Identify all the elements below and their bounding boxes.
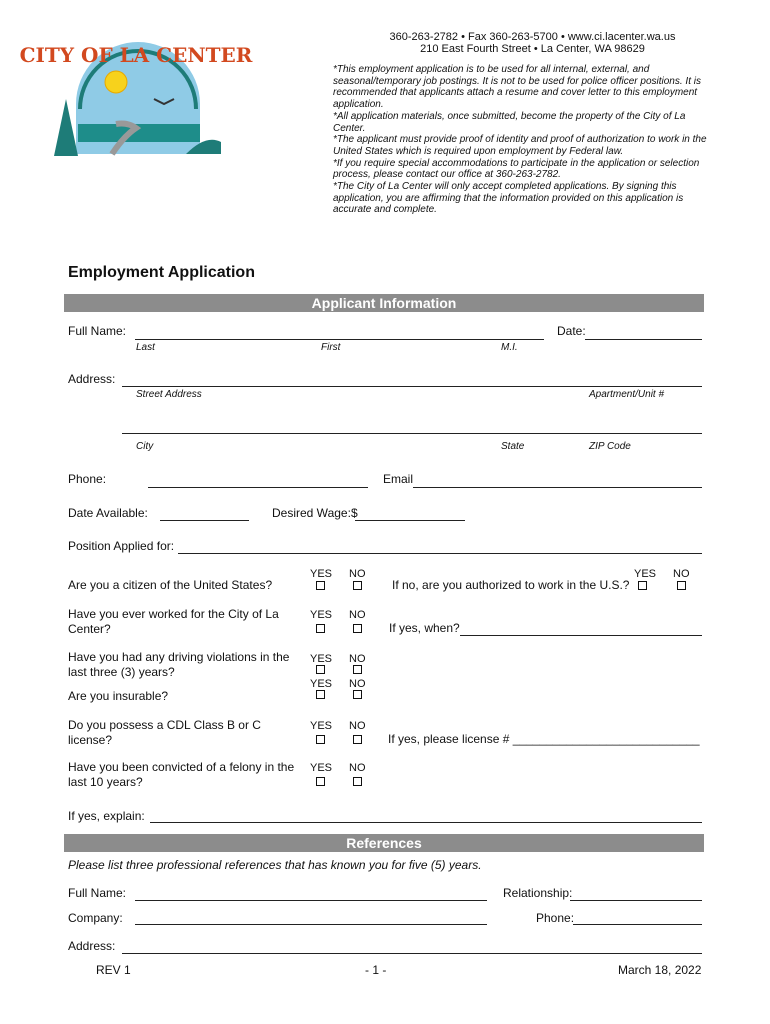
worked-yes-checkbox[interactable] — [316, 624, 325, 633]
street-address-field[interactable] — [122, 386, 702, 387]
email-label: Email — [383, 472, 414, 486]
no-label: NO — [349, 568, 366, 580]
question-cdl-line2: license? — [68, 733, 113, 747]
no-label: NO — [349, 720, 366, 732]
ref-company-field[interactable] — [135, 924, 487, 925]
yes-label: YES — [310, 762, 333, 774]
zip-sublabel: ZIP Code — [589, 441, 631, 452]
note: *This employment application is to be used for all internal, external, and seasonal/temporary job postings. It is not to be used for police officer positions. It is recommended that applicants attach a resume and cover letter to this employment application. — [333, 64, 701, 111]
ref-full-name-field[interactable] — [135, 900, 487, 901]
city-sublabel: City — [136, 441, 154, 452]
ref-phone-field[interactable] — [573, 924, 702, 925]
question-felony-line2: last 10 years? — [68, 775, 143, 789]
license-number-field[interactable]: If yes, please license # ____________________________ — [388, 732, 700, 746]
ref-address-field[interactable] — [122, 953, 702, 954]
question-citizen: Are you a citizen of the United States? — [68, 578, 273, 592]
note: *If you require special accommodations to participate in the application or selection process, please contact our office at 360-263-2782. — [333, 157, 700, 181]
last-sublabel: Last — [136, 342, 155, 353]
question-felony-line1: Have you been convicted of a felony in the — [68, 760, 295, 774]
position-field[interactable] — [178, 553, 702, 554]
question-insurable: Are you insurable? — [68, 689, 169, 703]
worked-no-checkbox[interactable] — [353, 624, 362, 633]
section-header-applicant: Applicant Information — [64, 294, 704, 312]
page-number: - 1 - — [365, 963, 387, 977]
ref-company-label: Company: — [68, 911, 123, 925]
city-state-zip-field[interactable] — [122, 433, 702, 434]
date-available-label: Date Available: — [68, 506, 148, 520]
explain-label: If yes, explain: — [68, 809, 145, 823]
no-label: NO — [673, 568, 690, 580]
page-title: Employment Application — [68, 264, 255, 281]
note: *The City of La Center will only accept completed applications. By signing this application, you are affirming that the information provided on this application is accurate and complete. — [333, 181, 684, 216]
question-authorized: If no, are you authorized to work in the U.S.? — [392, 578, 630, 592]
felony-yes-checkbox[interactable] — [316, 777, 325, 786]
question-worked-line2: Center? — [68, 622, 111, 636]
authorized-no-checkbox[interactable] — [677, 581, 686, 590]
yes-label: YES — [310, 609, 333, 621]
question-driving-line1: Have you had any driving violations in the — [68, 650, 290, 664]
yes-label: YES — [310, 653, 333, 665]
driving-no-checkbox[interactable] — [353, 665, 362, 674]
state-sublabel: State — [501, 441, 525, 452]
city-logo — [19, 24, 253, 164]
yes-label: YES — [310, 720, 333, 732]
ref-address-label: Address: — [68, 939, 116, 953]
section-header-references: References — [64, 834, 704, 852]
cdl-no-checkbox[interactable] — [353, 735, 362, 744]
full-name-field[interactable] — [135, 339, 544, 340]
address-label: Address: — [68, 372, 116, 386]
insurable-no-checkbox[interactable] — [353, 690, 362, 699]
note: *All application materials, once submitted, become the property of the City of La Center. — [333, 110, 686, 134]
ref-full-name-label: Full Name: — [68, 886, 127, 900]
cdl-yes-checkbox[interactable] — [316, 735, 325, 744]
full-name-label: Full Name: — [68, 324, 127, 338]
ref-relationship-label: Relationship: — [503, 886, 573, 900]
ref-relationship-field[interactable] — [570, 900, 702, 901]
first-sublabel: First — [321, 342, 341, 353]
contact-line: 360-263-2782 • Fax 360-263-5700 • www.ci.lacenter.wa.us — [389, 31, 676, 43]
apt-sublabel: Apartment/Unit # — [589, 389, 665, 400]
desired-wage-field[interactable] — [355, 520, 465, 521]
note: *The applicant must provide proof of identity and proof of authorization to work in the United States which is required upon employment by Federal law. — [333, 134, 707, 157]
position-label: Position Applied for: — [68, 539, 175, 553]
question-driving-line2: last three (3) years? — [68, 665, 175, 679]
felony-no-checkbox[interactable] — [353, 777, 362, 786]
date-available-field[interactable] — [160, 520, 249, 521]
address-line: 210 East Fourth Street • La Center, WA 98629 — [420, 43, 645, 55]
date-field[interactable] — [585, 339, 702, 340]
no-label: NO — [349, 609, 366, 621]
references-instruction: Please list three professional references that has known you for five (5) years. — [68, 858, 482, 872]
yes-label: YES — [310, 568, 333, 580]
citizen-no-checkbox[interactable] — [353, 581, 362, 590]
no-label: NO — [349, 653, 366, 665]
phone-label: Phone: — [68, 472, 107, 486]
authorized-yes-checkbox[interactable] — [638, 581, 647, 590]
no-label: NO — [349, 678, 366, 690]
phone-field[interactable] — [148, 487, 368, 488]
revision-date: March 18, 2022 — [618, 963, 702, 977]
citizen-yes-checkbox[interactable] — [316, 581, 325, 590]
application-notes — [333, 64, 708, 216]
dollar-sign: $ — [351, 506, 358, 520]
yes-label: YES — [310, 678, 333, 690]
driving-yes-checkbox[interactable] — [316, 665, 325, 674]
question-cdl-line1: Do you possess a CDL Class B or C — [68, 718, 261, 732]
yes-label: YES — [634, 568, 657, 580]
explain-field[interactable] — [150, 822, 702, 823]
question-worked-line1: Have you ever worked for the City of La — [68, 607, 279, 621]
street-sublabel: Street Address — [136, 389, 202, 400]
when-field[interactable] — [460, 635, 702, 636]
mi-sublabel: M.I. — [501, 342, 518, 353]
no-label: NO — [349, 762, 366, 774]
insurable-yes-checkbox[interactable] — [316, 690, 325, 699]
ref-phone-label: Phone: — [536, 911, 575, 925]
revision-label: REV 1 — [96, 963, 131, 977]
email-field[interactable] — [413, 487, 702, 488]
when-label: If yes, when? — [389, 621, 460, 635]
desired-wage-label: Desired Wage: — [272, 506, 351, 520]
date-label: Date: — [557, 324, 586, 338]
svg-text:CITY OF LA CENTER: CITY OF LA CENTER — [19, 43, 253, 67]
